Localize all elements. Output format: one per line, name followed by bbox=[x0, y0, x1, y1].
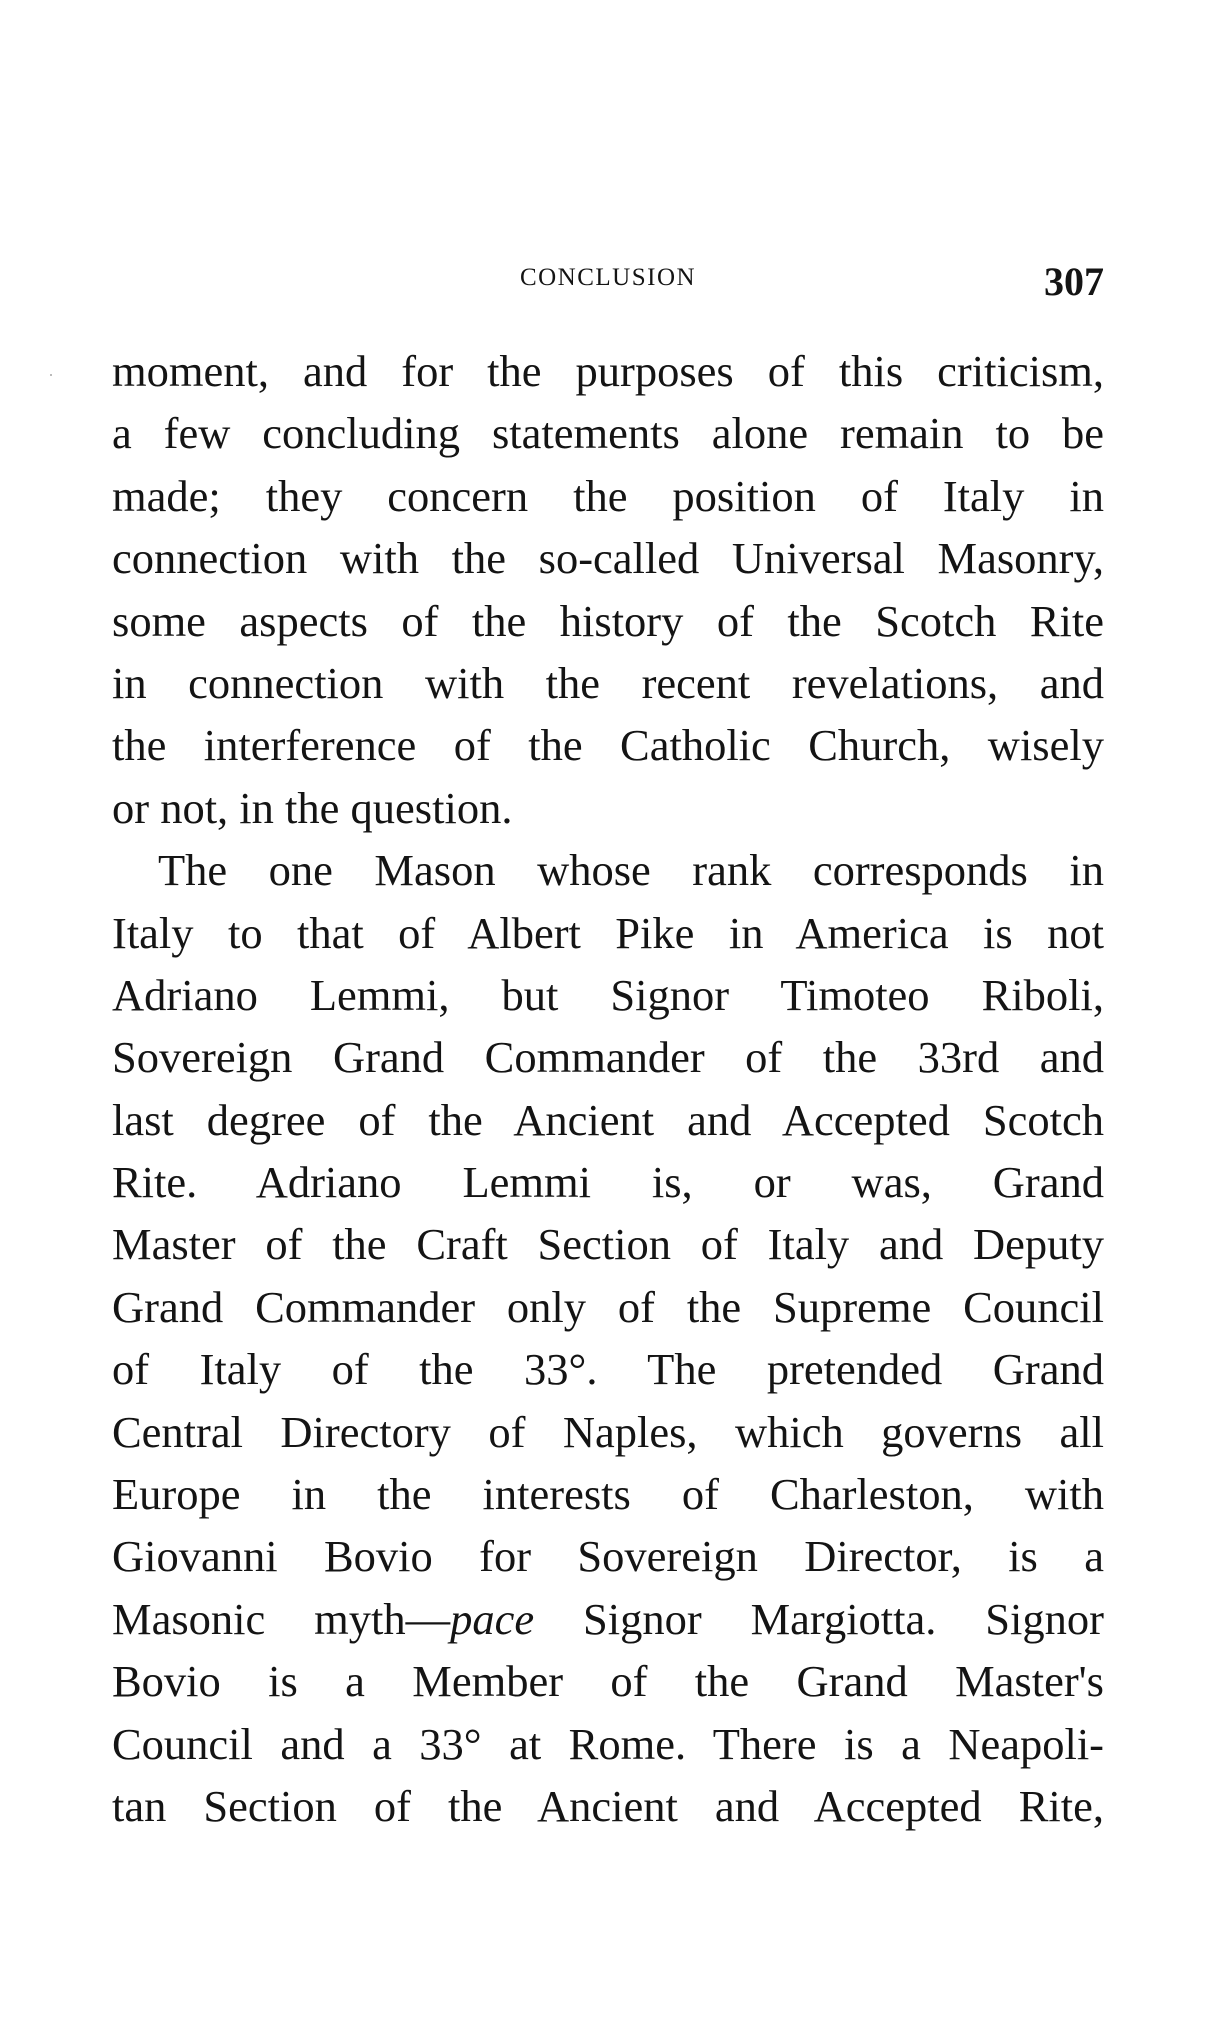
text-line: Adriano Lemmi, but Signor Timoteo Riboli, bbox=[112, 969, 1104, 1020]
text-line-with-italic bbox=[112, 1588, 1104, 1650]
text-line: the interference of the Catholic Church, wisely bbox=[112, 720, 1104, 771]
text-line: Italy to that of Albert Pike in America is not bbox=[112, 907, 1104, 958]
text-line: Master of the Craft Section of Italy and Deputy bbox=[112, 1219, 1104, 1270]
text-line: Sovereign Grand Commander of the 33rd and bbox=[112, 1032, 1104, 1083]
text-line: or not, in the question. bbox=[112, 782, 513, 833]
text-line: The one Mason whose rank corresponds in bbox=[158, 845, 1104, 896]
text-run: Signor Margiotta. Signor bbox=[534, 1593, 1104, 1644]
text-line: in connection with the recent revelations, and bbox=[112, 657, 1104, 708]
running-head bbox=[112, 258, 1104, 308]
text-line: of Italy of the 33°. The pretended Grand bbox=[112, 1344, 1104, 1395]
text-line: some aspects of the history of the Scotch Rite bbox=[112, 595, 1104, 646]
body-text bbox=[112, 340, 1104, 1837]
text-run: Masonic myth— bbox=[112, 1593, 451, 1644]
page-number: 307 bbox=[1044, 259, 1104, 304]
text-line: connection with the so-called Universal Masonry, bbox=[112, 533, 1104, 584]
text-line: Bovio is a Member of the Grand Master's bbox=[112, 1656, 1104, 1707]
text-line: made; they concern the position of Italy in bbox=[112, 470, 1104, 521]
running-title: CONCLUSION bbox=[519, 264, 697, 291]
text-line: Grand Commander only of the Supreme Council bbox=[112, 1281, 1104, 1332]
text-line: Rite. Adriano Lemmi is, or was, Grand bbox=[112, 1157, 1104, 1208]
text-line: a few concluding statements alone remain to be bbox=[112, 408, 1104, 459]
text-line: Giovanni Bovio for Sovereign Director, is a bbox=[112, 1531, 1104, 1582]
italic-word: pace bbox=[450, 1593, 535, 1644]
text-line: Europe in the interests of Charleston, with bbox=[112, 1469, 1104, 1520]
text-line: tan Section of the Ancient and Accepted Rite, bbox=[112, 1780, 1104, 1831]
text-line: last degree of the Ancient and Accepted Scotch bbox=[112, 1094, 1104, 1145]
text-line: Central Directory of Naples, which governs all bbox=[112, 1406, 1104, 1457]
text-line: moment, and for the purposes of this criticism, bbox=[112, 346, 1104, 396]
margin-speck bbox=[50, 374, 52, 376]
text-line: Council and a 33° at Rome. There is a Neapoli- bbox=[112, 1718, 1104, 1769]
